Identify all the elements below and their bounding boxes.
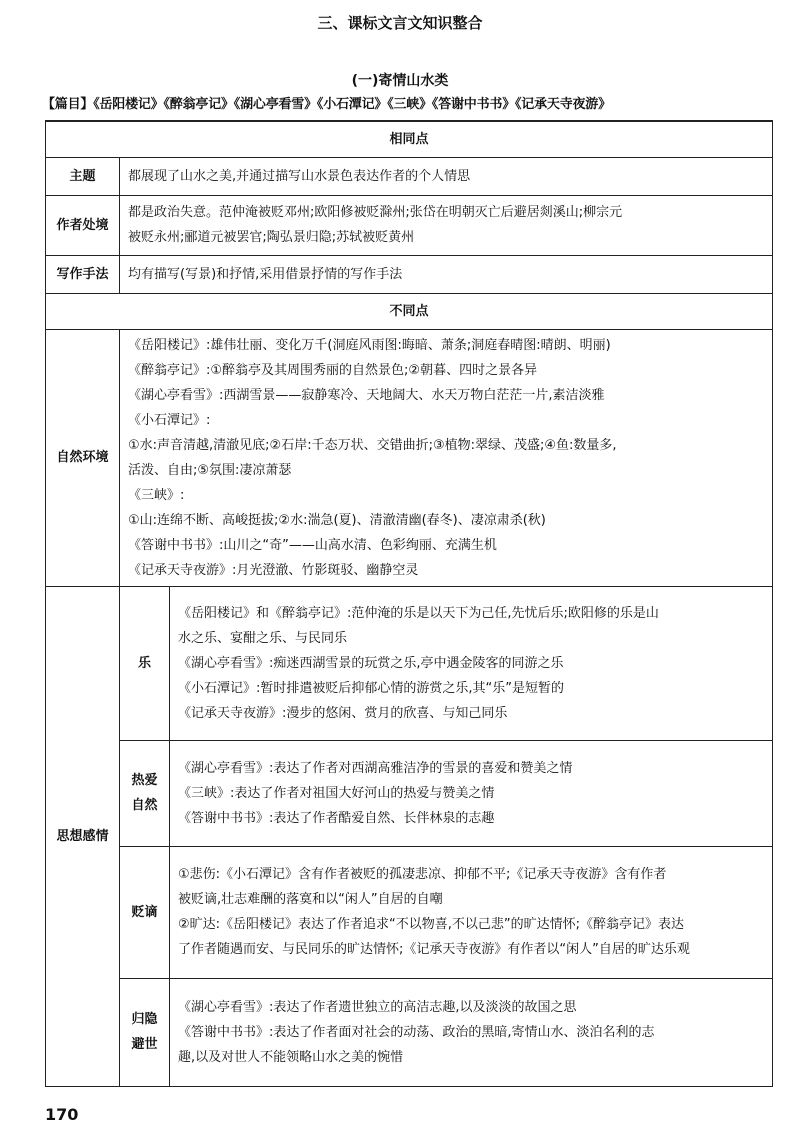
exile-line: 被贬谪,壮志难酬的落寞和以“闲人”自居的自嘲 xyxy=(178,892,443,907)
nature-line: 《醉翁亭记》:①醉翁亭及其周围秀丽的自然景色;②朝暮、四时之景各异 xyxy=(128,362,538,378)
exile-line: ②旷达:《岳阳楼记》表达了作者追求“不以物喜,不以己悲”的旷达情怀;《醉翁亭记》表达 xyxy=(178,917,685,932)
nature-line: 《三峡》: xyxy=(128,487,185,503)
same-header: 相同点 xyxy=(46,121,773,157)
nature-line: 《小石潭记》: xyxy=(128,412,211,428)
exile-content xyxy=(170,846,773,978)
love-nature-label xyxy=(120,740,170,846)
joy-line: 《湖心亭看雪》:痴迷西湖雪景的玩赏之乐,亭中遇金陵客的同游之乐 xyxy=(178,655,564,671)
love-nature-line: 《答谢中书书》:表达了作者酷爱自然、长伴林泉的志趣 xyxy=(178,810,495,826)
emotion-label: 思想感情 xyxy=(46,586,120,1086)
love-nature-label-line-2: 自然 xyxy=(131,798,158,813)
nature-line: 《岳阳楼记》:雄伟壮丽、变化万千(洞庭风雨图:晦暗、萧条;洞庭春晴图:晴朗、明丽) xyxy=(128,337,611,353)
seclusion-line: 《湖心亭看雪》:表达了作者遗世独立的高洁志趣,以及淡淡的故国之思 xyxy=(178,999,577,1015)
theme-label: 主题 xyxy=(46,157,120,195)
exile-label: 贬谪 xyxy=(120,846,170,978)
technique-content: 均有描写(写景)和抒情,采用借景抒情的写作手法 xyxy=(120,255,773,293)
diff-header: 不同点 xyxy=(46,293,773,329)
catalog-line: 【篇目】《岳阳楼记》《醉翁亭记》《湖心亭看雪》《小石潭记》《三峡》《答谢中书书》《记承天寺夜游》 xyxy=(42,97,611,112)
joy-line: 《记承天寺夜游》:漫步的悠闲、赏月的欣喜、与知己同乐 xyxy=(178,705,508,721)
seclusion-line: 《答谢中书书》:表达了作者面对社会的动荡、政治的黑暗,寄情山水、淡泊名利的志 xyxy=(178,1024,655,1040)
knowledge-table xyxy=(45,120,773,1087)
love-nature-label-line-1: 热爱 xyxy=(131,773,158,788)
love-nature-content xyxy=(170,740,773,846)
joy-line: 水之乐、宴酣之乐、与民同乐 xyxy=(178,630,348,646)
situation-content xyxy=(120,195,773,255)
nature-line: 《湖心亭看雪》:西湖雪景——寂静寒冷、天地阔大、水天万物白茫茫一片,素洁淡雅 xyxy=(128,387,605,403)
section-subtitle: (一)寄情山水类 xyxy=(351,73,449,89)
seclusion-content xyxy=(170,978,773,1086)
nature-content xyxy=(120,329,773,586)
joy-line: 《小石潭记》:暂时排遣被贬后抑郁心情的游赏之乐,其“乐”是短暂的 xyxy=(178,680,564,696)
joy-line: 《岳阳楼记》和《醉翁亭记》:范仲淹的乐是以天下为己任,先忧后乐;欧阳修的乐是山 xyxy=(178,605,659,621)
nature-line: 《记承天寺夜游》:月光澄澈、竹影斑驳、幽静空灵 xyxy=(128,562,419,578)
love-nature-line: 《湖心亭看雪》:表达了作者对西湖高雅洁净的雪景的喜爱和赞美之情 xyxy=(178,760,573,776)
nature-line: 《答谢中书书》:山川之“奇”——山高水清、色彩绚丽、充满生机 xyxy=(128,537,497,553)
page-number: 170 xyxy=(45,1105,79,1124)
nature-line: ①山:连绵不断、高峻挺拔;②水:湍急(夏)、清澈清幽(春冬)、凄凉肃杀(秋) xyxy=(128,512,546,528)
situation-line: 都是政治失意。范仲淹被贬邓州;欧阳修被贬滁州;张岱在明朝灭亡后避居剡溪山;柳宗元 xyxy=(128,205,623,220)
exile-line: 了作者随遇而安、与民同乐的旷达情怀;《记承天寺夜游》有作者以“闲人”自居的旷达乐观 xyxy=(178,942,690,957)
nature-line: 活泼、自由;⑤氛围:凄凉萧瑟 xyxy=(128,462,292,478)
nature-label: 自然环境 xyxy=(46,329,120,586)
theme-content: 都展现了山水之美,并通过描写山水景色表达作者的个人情思 xyxy=(120,157,773,195)
joy-content xyxy=(170,586,773,740)
seclusion-label-line-2: 避世 xyxy=(131,1037,158,1052)
situation-line: 被贬永州;郦道元被罢官;陶弘景归隐;苏轼被贬黄州 xyxy=(128,230,415,245)
exile-line: ①悲伤:《小石潭记》含有作者被贬的孤凄悲凉、抑郁不平;《记承天寺夜游》含有作者 xyxy=(178,867,667,882)
situation-label: 作者处境 xyxy=(46,195,120,255)
page-title: 三、课标文言文知识整合 xyxy=(317,14,483,32)
technique-label: 写作手法 xyxy=(46,255,120,293)
joy-label: 乐 xyxy=(120,586,170,740)
seclusion-label-line-1: 归隐 xyxy=(131,1012,158,1027)
nature-line: ①水:声音清越,清澈见底;②石岸:千态万状、交错曲折;③植物:翠绿、茂盛;④鱼:数量多, xyxy=(128,437,617,453)
seclusion-line: 趣,以及对世人不能领略山水之美的惋惜 xyxy=(178,1049,404,1065)
love-nature-line: 《三峡》:表达了作者对祖国大好河山的热爱与赞美之情 xyxy=(178,785,495,801)
seclusion-label xyxy=(120,978,170,1086)
